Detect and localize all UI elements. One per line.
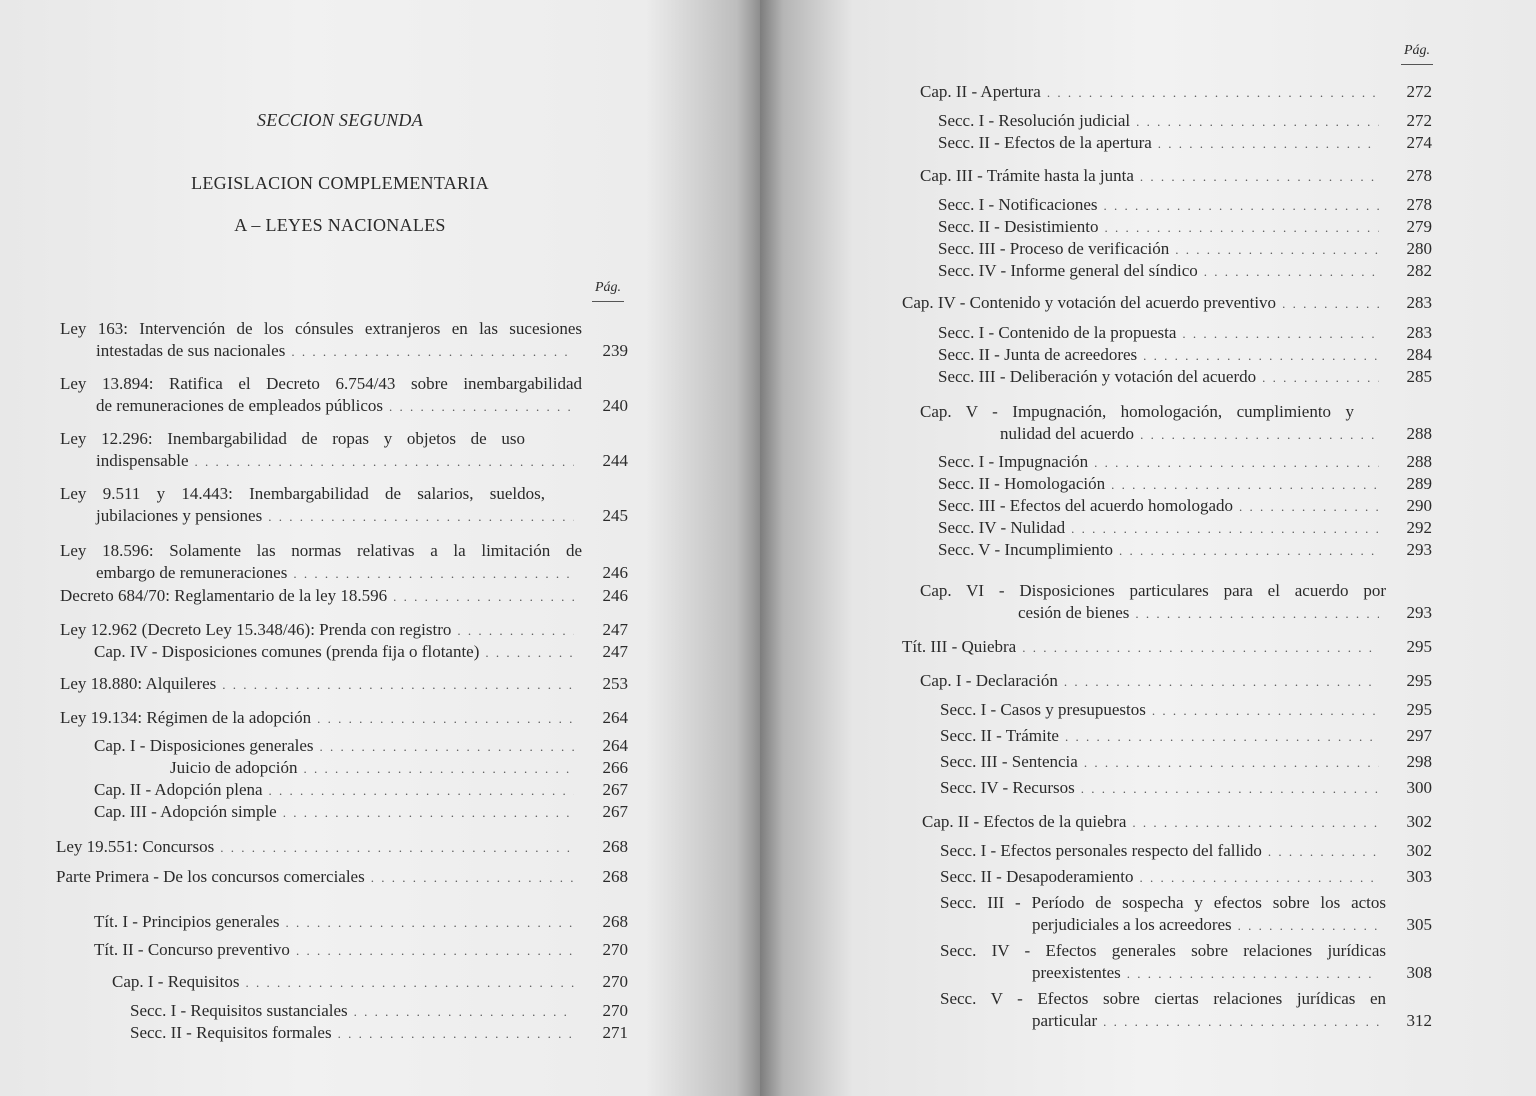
- dot-leader: [1175, 239, 1379, 261]
- toc-page-number: 267: [602, 780, 628, 799]
- toc-entry-text: cesión de bienes: [1018, 603, 1130, 622]
- toc-page-number: 272: [1406, 82, 1432, 101]
- toc-page-number: 292: [1406, 518, 1432, 537]
- toc-entry-text: Secc. IV - Recursos: [940, 778, 1075, 797]
- toc-page-number: 246: [602, 563, 628, 582]
- toc-entry-text: Secc. II - Junta de acreedores: [938, 345, 1138, 364]
- subtitle: LEGISLACION COMPLEMENTARIA: [191, 173, 489, 193]
- dot-leader: [317, 708, 574, 730]
- toc-entry-text: Secc. III - Efectos del acuerdo homologado: [938, 496, 1234, 515]
- toc-entry: [938, 110, 1385, 133]
- toc-entry: [938, 495, 1385, 518]
- toc-entry-text: Secc. I - Resolución judicial: [938, 111, 1131, 130]
- toc-entry-text: Secc. III - Deliberación y votación del acuerdo: [938, 367, 1257, 386]
- toc-entry-text: Secc. III - Período de sospecha y efectos sobre los actos: [940, 893, 1386, 912]
- toc-page-number: 264: [602, 708, 628, 727]
- toc-entry-text: Secc. II - Trámite: [940, 726, 1059, 745]
- dot-leader: [354, 1001, 574, 1023]
- toc-entry-text: embargo de remuneraciones: [96, 563, 288, 582]
- subsubtitle: A – LEYES NACIONALES: [234, 215, 446, 235]
- dot-leader: [485, 642, 574, 664]
- toc-page-number: 288: [1406, 452, 1432, 471]
- toc-entry: [920, 670, 1385, 693]
- toc-entry: [922, 811, 1385, 834]
- toc-entry: [938, 322, 1385, 345]
- dot-leader: [1140, 166, 1379, 188]
- dot-leader: [1103, 1011, 1379, 1033]
- dot-leader: [1282, 293, 1379, 315]
- toc-entry-text: particular: [1032, 1011, 1098, 1030]
- toc-entry-text: Cap. I - Requisitos: [112, 972, 240, 991]
- toc-entry: [56, 866, 580, 889]
- toc-entry: [938, 539, 1385, 562]
- toc-entry: [94, 641, 580, 664]
- toc-entry: [938, 366, 1385, 389]
- toc-page-number: 302: [1406, 841, 1432, 860]
- dot-leader: [1239, 496, 1379, 518]
- toc-entry-text: Cap. III - Trámite hasta la junta: [920, 166, 1134, 185]
- toc-page-number: 295: [1406, 637, 1432, 656]
- dot-leader: [1084, 752, 1379, 774]
- toc-entry-text: Secc. I - Requisitos sustanciales: [130, 1001, 348, 1020]
- toc-entry-text: Cap. III - Adopción simple: [94, 802, 277, 821]
- dot-leader: [1140, 867, 1379, 889]
- toc-entry: [920, 81, 1385, 104]
- toc-page-number: 267: [602, 802, 628, 821]
- toc-page-number: 239: [602, 341, 628, 360]
- toc-entry-text: Secc. I - Efectos personales respecto del fallido: [940, 841, 1262, 860]
- pag-column-header: Pág.: [595, 280, 622, 295]
- toc-entry-text: Tít. III - Quiebra: [902, 637, 1017, 656]
- dot-leader: [1268, 841, 1379, 863]
- dot-leader: [269, 780, 574, 802]
- dot-leader: [1094, 452, 1379, 474]
- dot-leader: [195, 451, 574, 473]
- left-page: [0, 0, 760, 1096]
- toc-entry-text: Secc. I - Notificaciones: [938, 195, 1098, 214]
- toc-entry: [60, 428, 580, 473]
- toc-entry-text: Secc. I - Impugnación: [938, 452, 1089, 471]
- toc-entry: [940, 892, 1385, 937]
- dot-leader: [1135, 603, 1379, 625]
- dot-leader: [268, 506, 574, 528]
- toc-entry-text: Cap. V - Impugnación, homologación, cumplimiento y: [920, 402, 1354, 421]
- toc-entry-text: Ley 18.596: Solamente las normas relativas a la limitación de: [60, 541, 582, 560]
- toc-entry: [60, 483, 580, 528]
- toc-entry-text: Secc. III - Proceso de verificación: [938, 239, 1170, 258]
- toc-page-number: 240: [602, 396, 628, 415]
- dot-leader: [1105, 217, 1379, 239]
- toc-entry: [938, 344, 1385, 367]
- toc-entry: [56, 836, 580, 859]
- dot-leader: [393, 586, 574, 608]
- toc-entry-text: Cap. II - Apertura: [920, 82, 1041, 101]
- toc-entry-text: perjudiciales a los acreedores: [1032, 915, 1232, 934]
- dot-leader: [338, 1023, 574, 1045]
- toc-page-number: 293: [1406, 603, 1432, 622]
- dot-leader: [1238, 915, 1379, 937]
- toc-entry-text: Secc. II - Desistimiento: [938, 217, 1099, 236]
- toc-page-number: 303: [1406, 867, 1432, 886]
- toc-entry: [94, 735, 580, 758]
- toc-entry: [112, 971, 580, 994]
- toc-entry-text: preexistentes: [1032, 963, 1121, 982]
- toc-entry: [94, 801, 580, 824]
- dot-leader: [246, 972, 575, 994]
- toc-entry: [940, 699, 1385, 722]
- toc-entry: [938, 473, 1385, 496]
- toc-page-number: 293: [1406, 540, 1432, 559]
- toc-page-number: 272: [1406, 111, 1432, 130]
- toc-page-number: 266: [602, 758, 628, 777]
- toc-entry-text: Secc. I - Contenido de la propuesta: [938, 323, 1177, 342]
- toc-entry-text: Tít. I - Principios generales: [94, 912, 280, 931]
- toc-entry: [94, 911, 580, 934]
- dot-leader: [371, 867, 574, 889]
- toc-page-number: 300: [1406, 778, 1432, 797]
- dot-leader: [1064, 671, 1379, 693]
- pag-column-header: Pág.: [1404, 43, 1431, 58]
- toc-entry: [920, 401, 1385, 446]
- toc-entry-text: Ley 12.296: Inembargabilidad de ropas y objetos de uso: [60, 429, 525, 448]
- toc-page-number: 274: [1406, 133, 1432, 152]
- toc-entry: [94, 779, 580, 802]
- toc-page-number: 290: [1406, 496, 1432, 515]
- toc-entry-text: Cap. VI - Disposiciones particulares para el acuerdo por: [920, 581, 1386, 600]
- toc-entry: [938, 238, 1385, 261]
- toc-page-number: 268: [602, 867, 628, 886]
- toc-entry-text: jubilaciones y pensiones: [96, 506, 263, 525]
- toc-entry-text: Ley 18.880: Alquileres: [60, 674, 217, 693]
- toc-entry: [130, 1022, 580, 1045]
- toc-entry-text: Parte Primera - De los concursos comerciales: [56, 867, 365, 886]
- dot-leader: [293, 563, 574, 585]
- toc-page-number: 253: [602, 674, 628, 693]
- toc-page-number: 246: [602, 586, 628, 605]
- toc-page-number: 270: [602, 1001, 628, 1020]
- dot-leader: [1262, 367, 1379, 389]
- toc-entry: [940, 866, 1385, 889]
- toc-page-number: 285: [1406, 367, 1432, 386]
- toc-entry: [60, 585, 580, 608]
- toc-entry: [94, 939, 580, 962]
- toc-page-number: 270: [602, 972, 628, 991]
- toc-entry: [940, 777, 1385, 800]
- toc-page-number: 268: [602, 912, 628, 931]
- toc-entry: [938, 260, 1385, 283]
- toc-page-number: 268: [602, 837, 628, 856]
- dot-leader: [1111, 474, 1379, 496]
- dot-leader: [457, 620, 574, 642]
- dot-leader: [1182, 323, 1379, 345]
- toc-entry: [920, 165, 1385, 188]
- toc-page-number: 245: [602, 506, 628, 525]
- toc-entry-text: Secc. IV - Efectos generales sobre relaciones jurídicas: [940, 941, 1386, 960]
- toc-page-number: 305: [1406, 915, 1432, 934]
- dot-leader: [220, 837, 574, 859]
- toc-page-number: 308: [1406, 963, 1432, 982]
- toc-entry-text: Cap. I - Declaración: [920, 671, 1058, 690]
- dot-leader: [303, 758, 574, 780]
- dot-leader: [1158, 133, 1379, 155]
- dot-leader: [1065, 726, 1379, 748]
- toc-page-number: 264: [602, 736, 628, 755]
- toc-entry-text: Ley 12.962 (Decreto Ley 15.348/46): Prenda con registro: [60, 620, 452, 639]
- toc-page-number: 278: [1406, 166, 1432, 185]
- toc-entry-text: Cap. II - Efectos de la quiebra: [922, 812, 1127, 831]
- dot-leader: [1047, 82, 1379, 104]
- toc-page-number: 279: [1406, 217, 1432, 236]
- toc-page-number: 288: [1406, 424, 1432, 443]
- toc-page-number: 283: [1406, 323, 1432, 342]
- toc-entry: [902, 292, 1385, 315]
- toc-page-number: 247: [602, 642, 628, 661]
- dot-leader: [286, 912, 574, 934]
- toc-entry-text: Cap. IV - Contenido y votación del acuerdo preventivo: [902, 293, 1277, 312]
- dot-leader: [320, 736, 574, 758]
- toc-page-number: 278: [1406, 195, 1432, 214]
- toc-page-number: 244: [602, 451, 628, 470]
- toc-page-number: 297: [1406, 726, 1432, 745]
- toc-entry-text: Cap. II - Adopción plena: [94, 780, 263, 799]
- dot-leader: [1071, 518, 1379, 540]
- toc-entry: [902, 636, 1385, 659]
- dot-leader: [1204, 261, 1379, 283]
- toc-entry-text: Secc. II - Requisitos formales: [130, 1023, 332, 1042]
- toc-entry: [940, 988, 1385, 1033]
- toc-page-number: 295: [1406, 671, 1432, 690]
- dot-leader: [1081, 778, 1379, 800]
- toc-page-number: 280: [1406, 239, 1432, 258]
- toc-entry: [938, 451, 1385, 474]
- toc-entry: [940, 940, 1385, 985]
- dot-leader: [291, 341, 574, 363]
- dot-leader: [1152, 700, 1379, 722]
- toc-page-number: 283: [1406, 293, 1432, 312]
- dot-leader: [1127, 963, 1379, 985]
- toc-entry: [920, 580, 1385, 625]
- toc-entry-text: Cap. IV - Disposiciones comunes (prenda fija o flotante): [94, 642, 480, 661]
- toc-entry-text: Tít. II - Concurso preventivo: [94, 940, 290, 959]
- toc-entry: [940, 751, 1385, 774]
- toc-page-number: 270: [602, 940, 628, 959]
- dot-leader: [296, 940, 574, 962]
- toc-page-number: 271: [602, 1023, 628, 1042]
- toc-entry: [938, 194, 1385, 217]
- dot-leader: [1132, 812, 1379, 834]
- toc-page-number: 295: [1406, 700, 1432, 719]
- toc-entry-text: Cap. I - Disposiciones generales: [94, 736, 314, 755]
- toc-entry: [940, 725, 1385, 748]
- dot-leader: [283, 802, 574, 824]
- dot-leader: [1136, 111, 1379, 133]
- toc-entry: [60, 673, 580, 696]
- toc-entry-text: Secc. V - Incumplimiento: [938, 540, 1114, 559]
- dot-leader: [1140, 424, 1379, 446]
- toc-entry-text: nulidad del acuerdo: [1000, 424, 1135, 443]
- toc-entry-text: Ley 13.894: Ratifica el Decreto 6.754/43 sobre inembargabilidad: [60, 374, 582, 393]
- toc-page-number: 289: [1406, 474, 1432, 493]
- dot-leader: [1022, 637, 1379, 659]
- toc-entry: [938, 517, 1385, 540]
- toc-entry-text: indispensable: [96, 451, 189, 470]
- toc-page-number: 247: [602, 620, 628, 639]
- toc-entry-text: Secc. V - Efectos sobre ciertas relaciones jurídicas en: [940, 989, 1386, 1008]
- toc-entry: [938, 132, 1385, 155]
- toc-entry-text: Secc. II - Homologación: [938, 474, 1106, 493]
- toc-entry: [60, 619, 580, 642]
- toc-entry-text: Secc. IV - Nulidad: [938, 518, 1066, 537]
- section-title: SECCION SEGUNDA: [257, 110, 423, 130]
- toc-entry-text: Ley 163: Intervención de los cónsules extranjeros en las sucesiones: [60, 319, 582, 338]
- toc-entry-text: de remuneraciones de empleados públicos: [96, 396, 384, 415]
- toc-entry-text: Ley 9.511 y 14.443: Inembargabilidad de salarios, sueldos,: [60, 484, 545, 503]
- toc-entry: [60, 318, 580, 363]
- toc-entry: [60, 373, 580, 418]
- toc-entry-text: Decreto 684/70: Reglamentario de la ley 18.596: [60, 586, 388, 605]
- toc-page-number: 312: [1406, 1011, 1432, 1030]
- dot-leader: [1104, 195, 1379, 217]
- toc-entry-text: Secc. I - Casos y presupuestos: [940, 700, 1146, 719]
- toc-entry-text: Juicio de adopción: [170, 758, 298, 777]
- toc-entry: [130, 1000, 580, 1023]
- toc-entry: [60, 540, 580, 585]
- toc-page-number: 302: [1406, 812, 1432, 831]
- toc-entry: [60, 707, 580, 730]
- toc-page-number: 284: [1406, 345, 1432, 364]
- toc-entry: [170, 757, 580, 780]
- toc-entry-text: Secc. III - Sentencia: [940, 752, 1078, 771]
- toc-entry-text: Secc. II - Desapoderamiento: [940, 867, 1134, 886]
- toc-entry-text: Secc. II - Efectos de la apertura: [938, 133, 1152, 152]
- toc-entry-text: Ley 19.551: Concursos: [56, 837, 215, 856]
- toc-page-number: 298: [1406, 752, 1432, 771]
- toc-entry-text: Ley 19.134: Régimen de la adopción: [60, 708, 312, 727]
- dot-leader: [222, 674, 574, 696]
- toc-entry: [938, 216, 1385, 239]
- dot-leader: [389, 396, 574, 418]
- dot-leader: [1119, 540, 1379, 562]
- toc-entry-text: intestadas de sus nacionales: [96, 341, 286, 360]
- right-page: [760, 0, 1536, 1096]
- toc-page-number: 282: [1406, 261, 1432, 280]
- toc-entry-text: Secc. IV - Informe general del síndico: [938, 261, 1198, 280]
- toc-entry: [940, 840, 1385, 863]
- dot-leader: [1143, 345, 1379, 367]
